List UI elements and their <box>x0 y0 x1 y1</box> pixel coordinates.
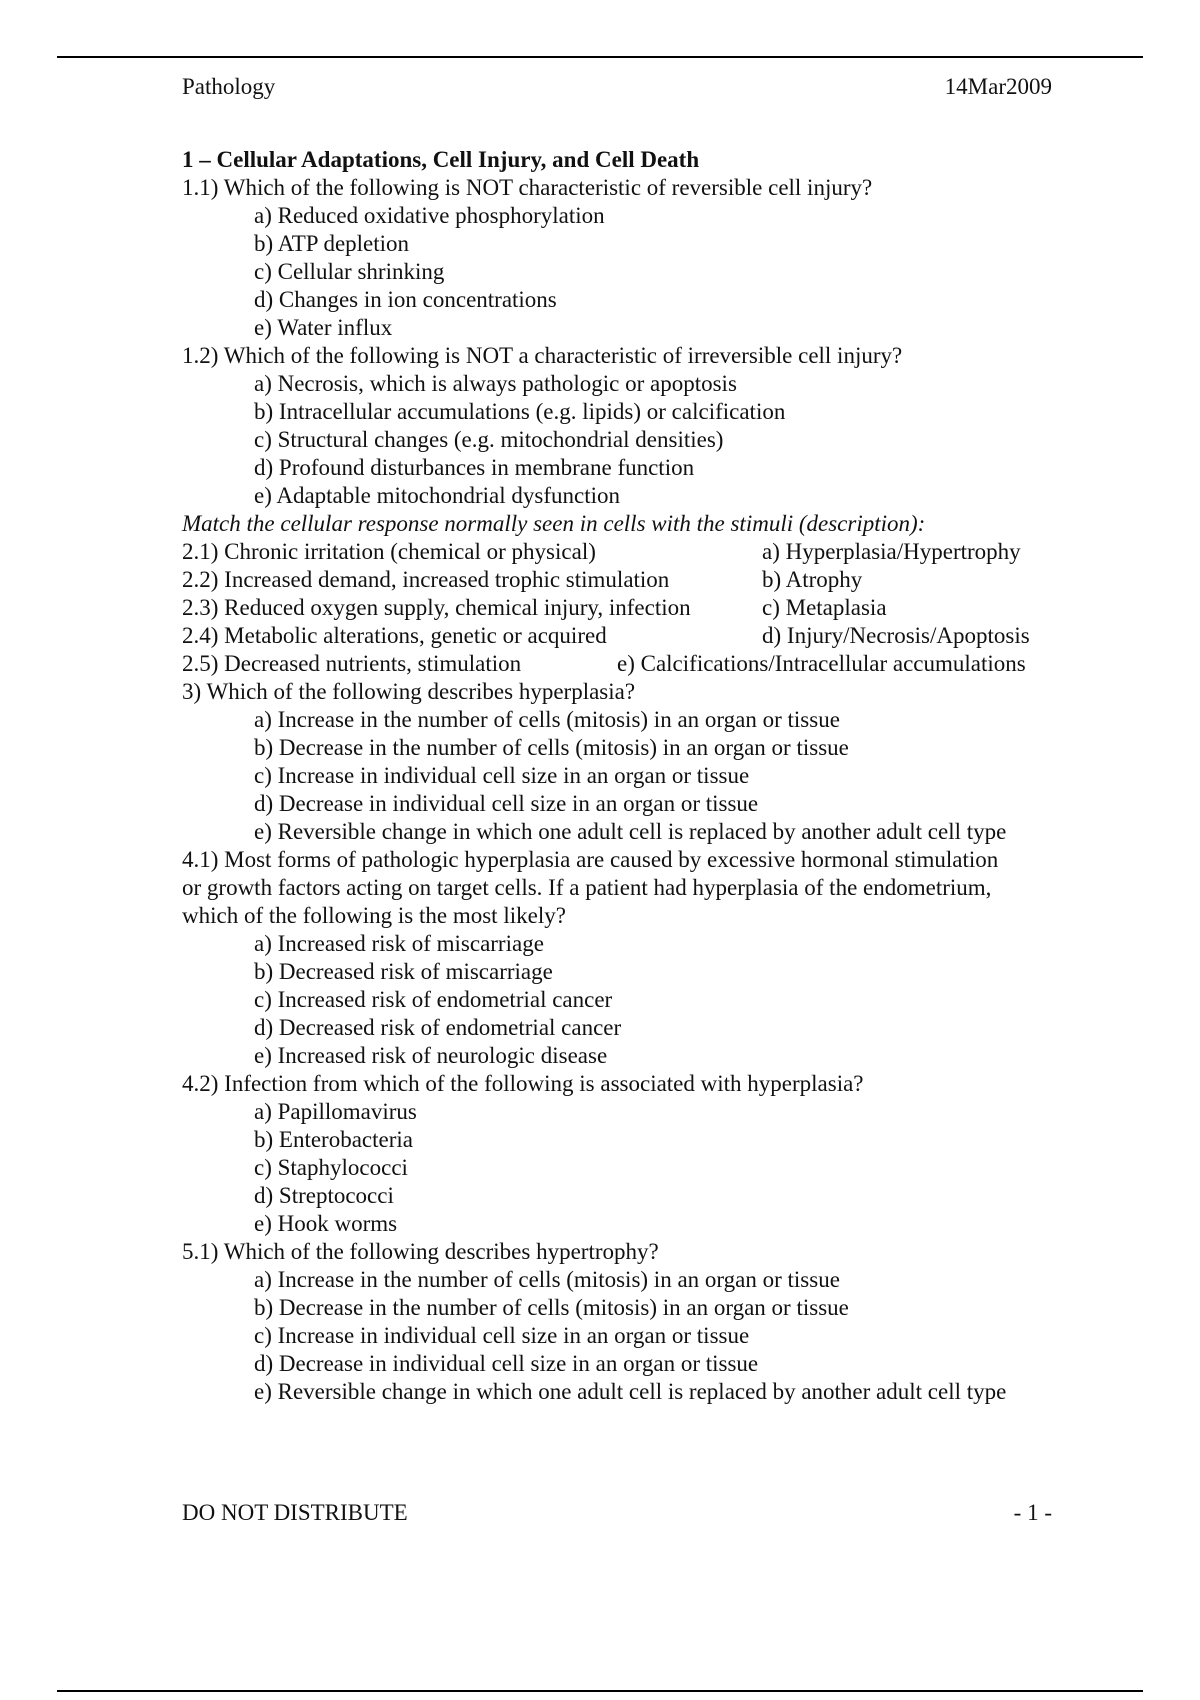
question-4-1-stem-line-1: 4.1) Most forms of pathologic hyperplasia are caused by excessive hormonal stimulation <box>182 847 999 872</box>
page-number: - 1 - <box>1013 1500 1052 1525</box>
question-3-stem: 3) Which of the following describes hyperplasia? <box>182 679 636 704</box>
matching-stimulus-2-4: 2.4) Metabolic alterations, genetic or acquired <box>182 623 607 648</box>
question-5-1-option-e: e) Reversible change in which one adult cell is replaced by another adult cell type <box>254 1379 1007 1404</box>
bottom-rule <box>57 1690 1143 1692</box>
question-3-option-a: a) Increase in the number of cells (mitosis) in an organ or tissue <box>254 707 840 732</box>
question-1-2-option-e: e) Adaptable mitochondrial dysfunction <box>254 483 620 508</box>
question-4-1-option-a: a) Increased risk of miscarriage <box>254 931 544 956</box>
question-3-option-b: b) Decrease in the number of cells (mitosis) in an organ or tissue <box>254 735 849 760</box>
question-5-1-stem: 5.1) Which of the following describes hypertrophy? <box>182 1239 659 1264</box>
matching-row <box>182 566 1062 594</box>
matching-row <box>182 650 1062 678</box>
question-1-2-option-b: b) Intracellular accumulations (e.g. lipids) or calcification <box>254 399 786 424</box>
section-title: 1 – Cellular Adaptations, Cell Injury, and Cell Death <box>182 147 700 172</box>
question-4-1-stem-line-2: or growth factors acting on target cells. If a patient had hyperplasia of the endometrium, <box>182 875 992 900</box>
header-date: 14Mar2009 <box>944 74 1052 99</box>
matching-response-d: d) Injury/Necrosis/Apoptosis <box>762 623 1030 648</box>
question-4-1-option-c: c) Increased risk of endometrial cancer <box>254 987 613 1012</box>
question-3-option-d: d) Decrease in individual cell size in an organ or tissue <box>254 791 759 816</box>
matching-response-b: b) Atrophy <box>762 567 863 592</box>
question-1-2-option-c: c) Structural changes (e.g. mitochondrial densities) <box>254 427 724 452</box>
matching-stimulus-2-2: 2.2) Increased demand, increased trophic stimulation <box>182 567 670 592</box>
question-4-1-option-b: b) Decreased risk of miscarriage <box>254 959 553 984</box>
question-4-1-stem-line-3: which of the following is the most likely? <box>182 903 566 928</box>
question-4-2-stem: 4.2) Infection from which of the following is associated with hyperplasia? <box>182 1071 864 1096</box>
matching-response-c: c) Metaplasia <box>762 595 887 620</box>
question-4-2-option-c: c) Staphylococci <box>254 1155 408 1180</box>
question-4-2-option-e: e) Hook worms <box>254 1211 398 1236</box>
question-1-1-option-d: d) Changes in ion concentrations <box>254 287 557 312</box>
matching-row <box>182 594 1062 622</box>
header-subject: Pathology <box>182 74 276 99</box>
question-1-1-option-c: c) Cellular shrinking <box>254 259 445 284</box>
question-4-1-option-e: e) Increased risk of neurologic disease <box>254 1043 608 1068</box>
matching-stimulus-2-5: 2.5) Decreased nutrients, stimulation <box>182 651 522 676</box>
question-3-option-e: e) Reversible change in which one adult cell is replaced by another adult cell type <box>254 819 1007 844</box>
question-5-1-option-c: c) Increase in individual cell size in an organ or tissue <box>254 1323 750 1348</box>
question-5-1-option-b: b) Decrease in the number of cells (mitosis) in an organ or tissue <box>254 1295 849 1320</box>
question-4-2-option-b: b) Enterobacteria <box>254 1127 413 1152</box>
question-1-2-stem: 1.2) Which of the following is NOT a characteristic of irreversible cell injury? <box>182 343 903 368</box>
question-1-2-option-d: d) Profound disturbances in membrane function <box>254 455 695 480</box>
question-1-1-option-e: e) Water influx <box>254 315 393 340</box>
question-5-1-option-d: d) Decrease in individual cell size in an organ or tissue <box>254 1351 759 1376</box>
question-5-1-option-a: a) Increase in the number of cells (mitosis) in an organ or tissue <box>254 1267 840 1292</box>
question-1-1-option-a: a) Reduced oxidative phosphorylation <box>254 203 605 228</box>
question-1-2-option-a: a) Necrosis, which is always pathologic or apoptosis <box>254 371 737 396</box>
page-header <box>182 74 1052 100</box>
matching-instruction: Match the cellular response normally seen in cells with the stimuli (description): <box>182 511 926 536</box>
footer-notice: DO NOT DISTRIBUTE <box>182 1500 408 1525</box>
question-3-option-c: c) Increase in individual cell size in an organ or tissue <box>254 763 750 788</box>
question-4-2-option-d: d) Streptococci <box>254 1183 394 1208</box>
top-rule <box>57 56 1143 58</box>
matching-stimulus-2-1: 2.1) Chronic irritation (chemical or physical) <box>182 539 596 564</box>
question-4-1-option-d: d) Decreased risk of endometrial cancer <box>254 1015 622 1040</box>
matching-row <box>182 622 1062 650</box>
matching-response-a: a) Hyperplasia/Hypertrophy <box>762 539 1021 564</box>
matching-stimulus-2-3: 2.3) Reduced oxygen supply, chemical injury, infection <box>182 595 691 620</box>
matching-response-e: e) Calcifications/Intracellular accumulations <box>617 651 1026 676</box>
document-body <box>182 146 1062 1406</box>
matching-row <box>182 538 1062 566</box>
question-1-1-stem: 1.1) Which of the following is NOT characteristic of reversible cell injury? <box>182 175 873 200</box>
page-footer <box>182 1500 1052 1526</box>
question-4-2-option-a: a) Papillomavirus <box>254 1099 417 1124</box>
question-1-1-option-b: b) ATP depletion <box>254 231 410 256</box>
